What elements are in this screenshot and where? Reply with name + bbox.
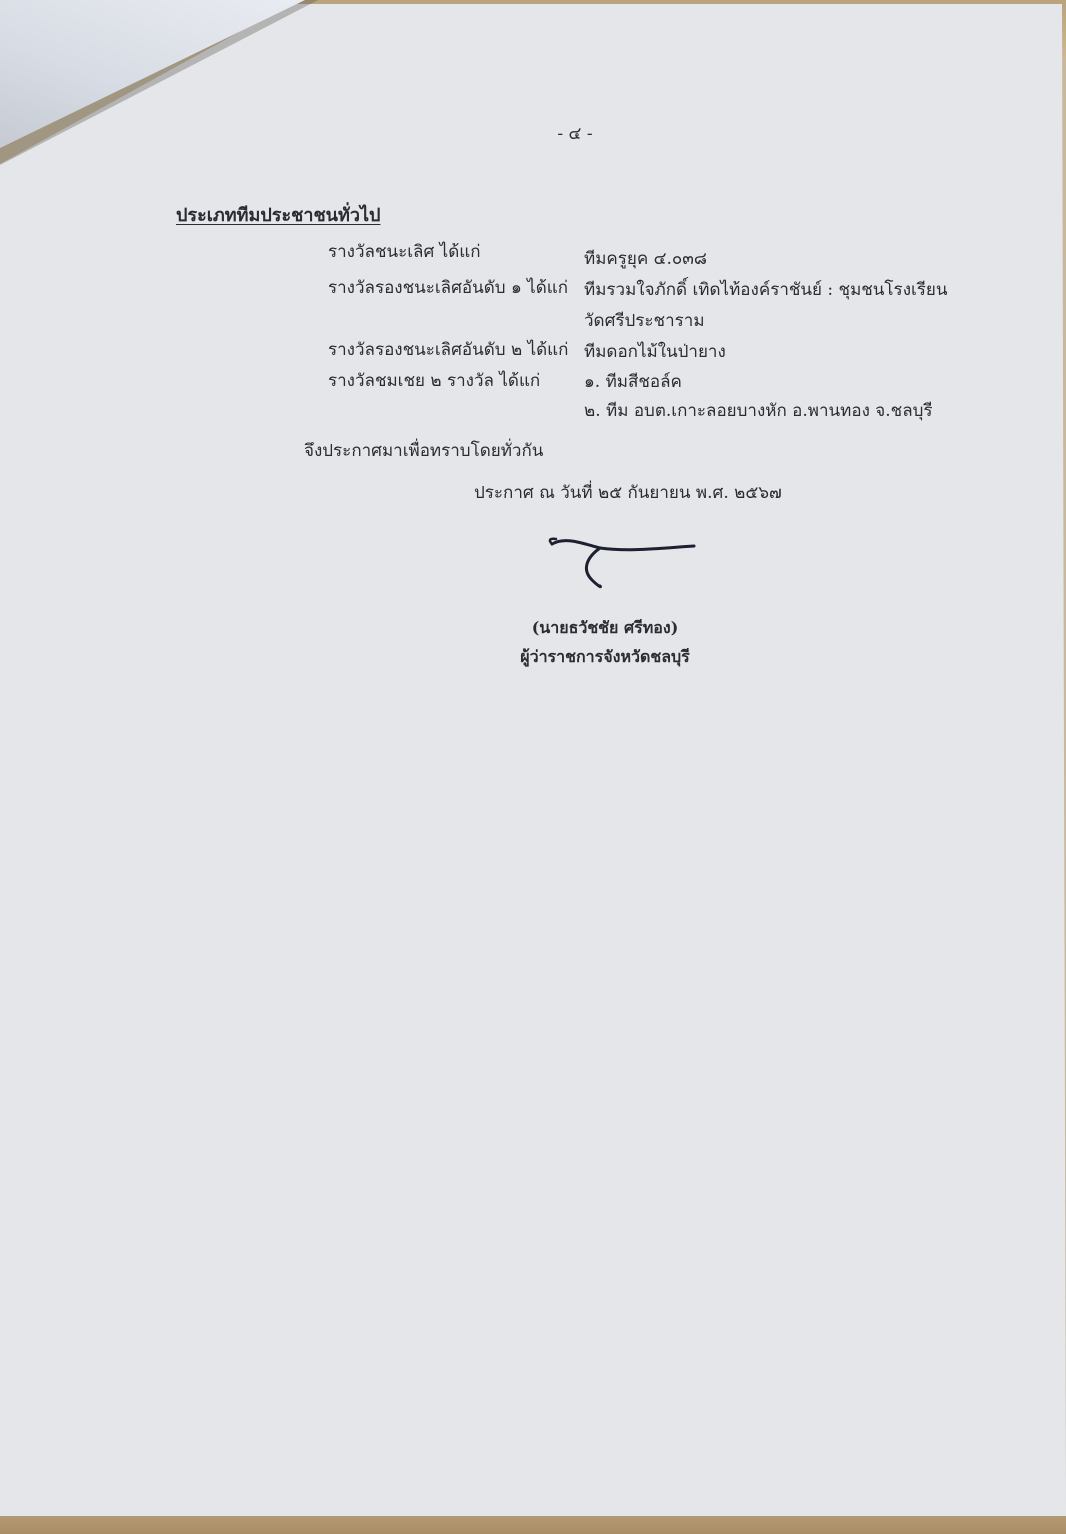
- award-winner: ๒. ทีม อบต.เกาะลอยบางหัก อ.พานทอง จ.ชลบุรี: [584, 401, 933, 421]
- section-title: ประเภททีมประชาชนทั่วไป: [176, 205, 381, 226]
- page-number: - ๔ -: [557, 124, 593, 144]
- award-winner: ทีมรวมใจภักดิ์ เทิดไท้องค์ราชันย์ : ชุมชนโรงเรียน: [584, 280, 948, 300]
- award-winner: ทีมครูยุค ๔.๐๓๘: [584, 249, 708, 269]
- award-label: รางวัลชนะเลิศ ได้แก่: [328, 242, 481, 262]
- award-winner-continued: วัดศรีประชาราม: [584, 311, 705, 331]
- award-label: รางวัลรองชนะเลิศอันดับ ๒ ได้แก่: [328, 340, 569, 360]
- signer-title: ผู้ว่าราชการจังหวัดชลบุรี: [520, 647, 690, 666]
- award-label: รางวัลชมเชย ๒ รางวัล ได้แก่: [328, 371, 541, 391]
- award-winner: ๑. ทีมสีชอล์ค: [584, 372, 682, 392]
- closing-statement: จึงประกาศมาเพื่อทราบโดยทั่วกัน: [304, 441, 544, 461]
- announcement-date: ประกาศ ณ วันที่ ๒๕ กันยายน พ.ศ. ๒๕๖๗: [474, 483, 782, 503]
- award-winner: ทีมดอกไม้ในป่ายาง: [584, 342, 726, 362]
- handwritten-signature: [540, 530, 710, 600]
- signer-name: (นายธวัชชัย ศรีทอง): [531, 618, 679, 637]
- award-label: รางวัลรองชนะเลิศอันดับ ๑ ได้แก่: [328, 278, 568, 298]
